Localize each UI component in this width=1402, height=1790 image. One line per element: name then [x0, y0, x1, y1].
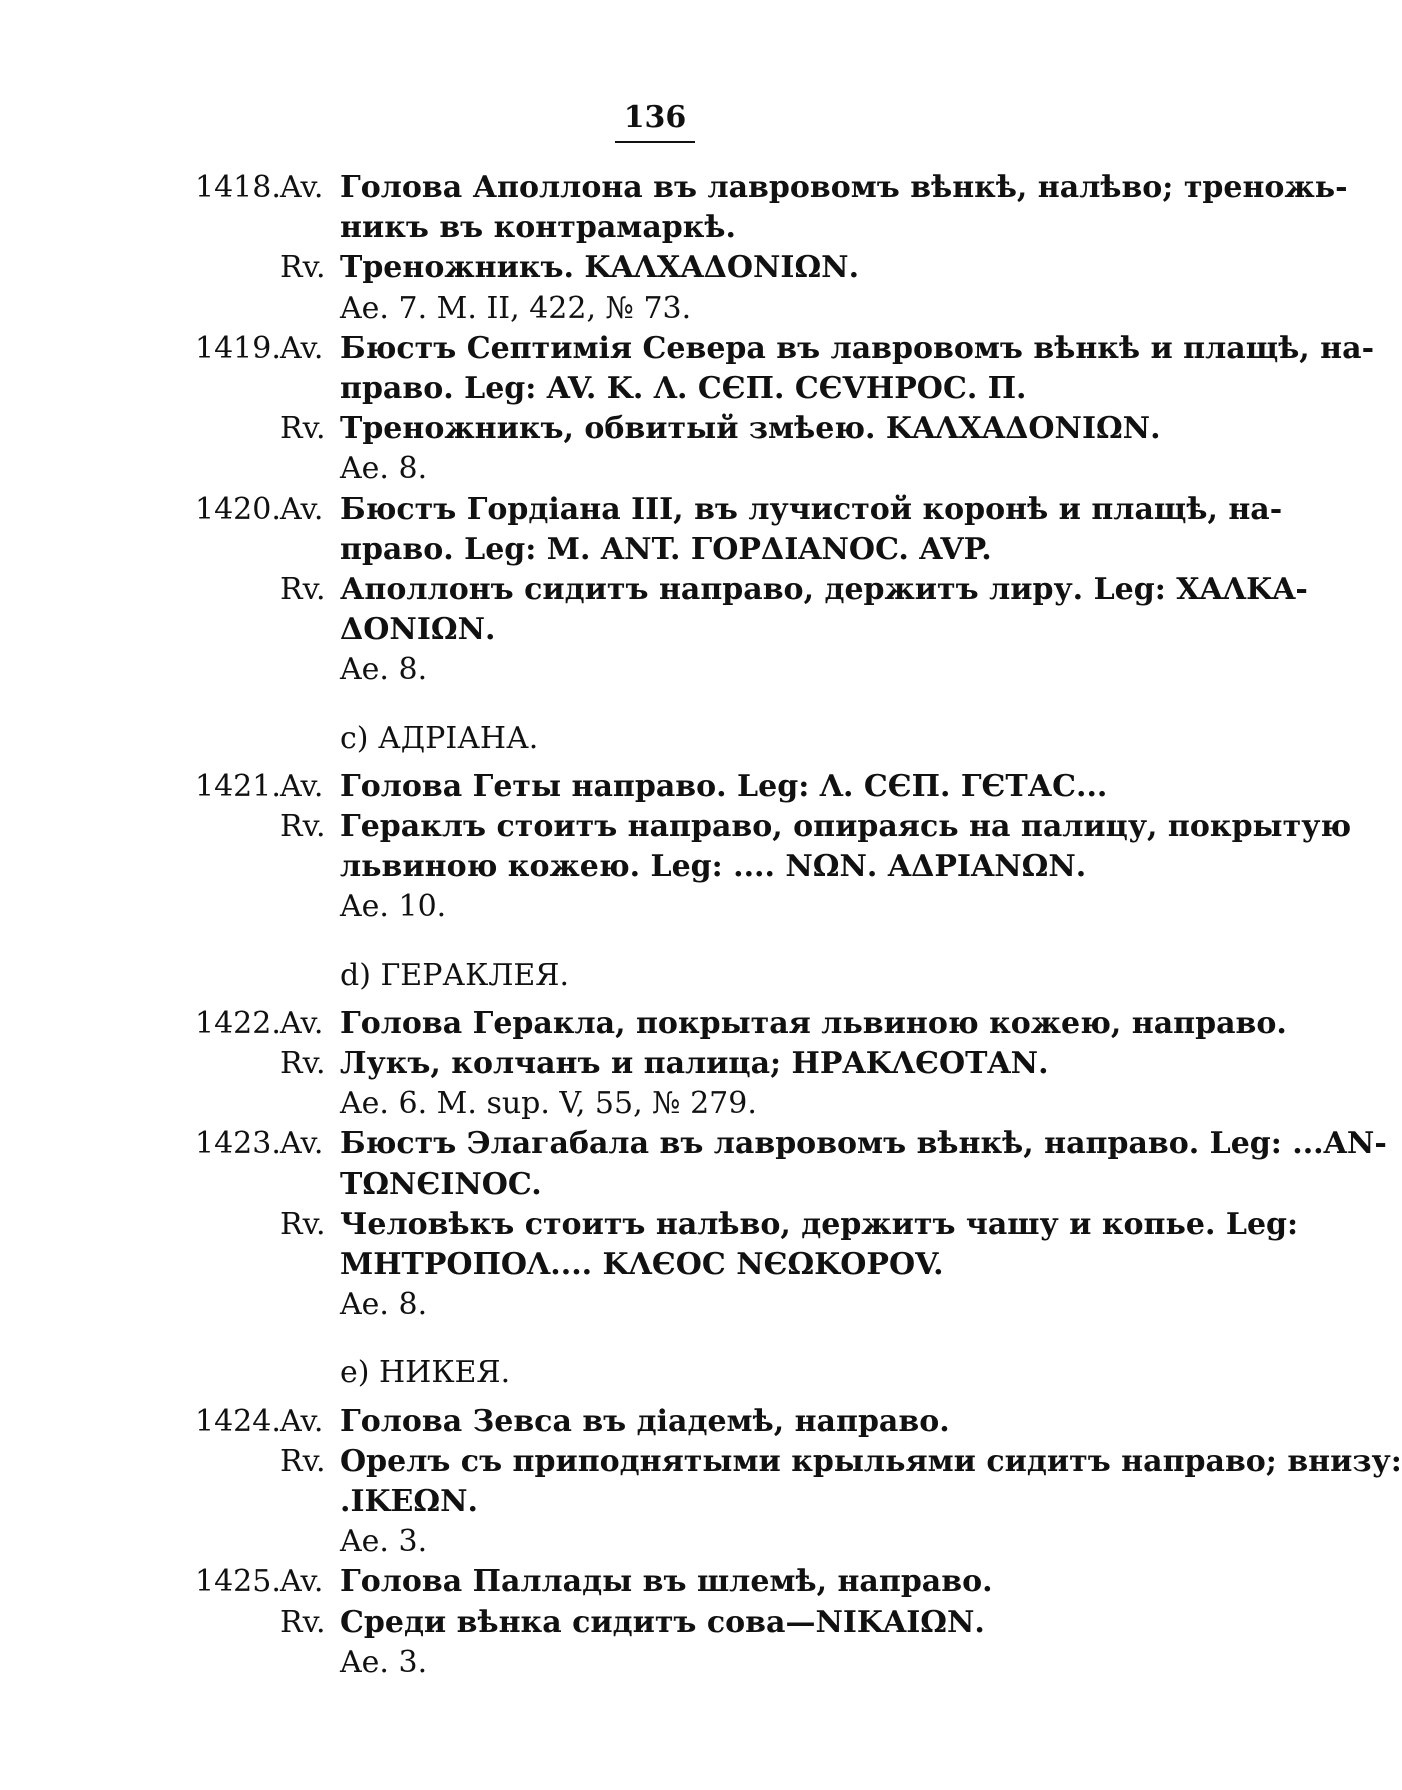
entry-number: 1424. [195, 1403, 281, 1439]
obverse-label: Av. [280, 1126, 324, 1162]
obverse-description: право. Leg: M. ANT. ΓΟΡΔΙΑΝΟC. AVP. [340, 531, 992, 567]
section-heading: d) ГЕРАКЛЕЯ. [340, 957, 570, 993]
page-number: 136 [615, 100, 695, 143]
entry-number: 1418. [195, 170, 281, 205]
metal-size-reference: Ae. 10. [340, 889, 447, 925]
obverse-label: Av. [280, 1403, 324, 1439]
metal-size-reference: Ae. 3. [340, 1524, 428, 1560]
obverse-label: Av. [280, 768, 324, 804]
entry-number: 1425. [195, 1564, 281, 1600]
obverse-description: Голова Зевса въ діадемѣ, направо. [340, 1403, 950, 1439]
obverse-description: Голова Аполлона въ лавровомъ вѣнкѣ, налѣво; треножь- [340, 170, 1348, 205]
reverse-label: Rv. [280, 1604, 326, 1640]
obverse-label: Av. [280, 491, 324, 527]
obverse-description: никъ въ контрамаркѣ. [340, 210, 736, 246]
reverse-description: Среди вѣнка сидитъ сова—ΝΙΚΑΙΩΝ. [340, 1604, 985, 1640]
entry-number: 1420. [195, 491, 281, 527]
obverse-label: Av. [280, 170, 324, 205]
reverse-label: Rv. [280, 572, 326, 607]
reverse-description: Человѣкъ стоитъ налѣво, держитъ чашу и копье. Leg: [340, 1206, 1299, 1242]
metal-size-reference: Ae. 3. [340, 1644, 428, 1680]
reverse-label: Rv. [280, 1046, 326, 1081]
reverse-description: Треножникъ, обвитый змѣею. ΚΑΛΧΑΔΟΝΙΩΝ. [340, 411, 1161, 447]
reverse-description: ΔΟΝΙΩΝ. [340, 612, 496, 648]
obverse-description: Бюстъ Элагабала въ лавровомъ вѣнкѣ, направо. Leg: ...AN- [340, 1126, 1387, 1162]
obverse-description: Бюстъ Гордіана III, въ лучистой коронѣ и плащѣ, на- [340, 491, 1283, 527]
entry-number: 1422. [195, 1005, 281, 1041]
reverse-label: Rv. [280, 809, 326, 844]
reverse-description: львиною кожею. Leg: .... ΝΩΝ. ΑΔΡΙΑΝΩΝ. [340, 849, 1087, 885]
obverse-label: Av. [280, 1564, 324, 1600]
obverse-label: Av. [280, 1005, 324, 1041]
obverse-description: Бюстъ Септимія Севера въ лавровомъ вѣнкѣ и плащѣ, на- [340, 330, 1375, 366]
reverse-label: Rv. [280, 411, 326, 447]
section-heading: e) НИКЕЯ. [340, 1355, 511, 1391]
obverse-description: Голова Паллады въ шлемѣ, направо. [340, 1564, 993, 1600]
entry-number: 1419. [195, 330, 281, 366]
reverse-description: Аполлонъ сидитъ направо, держитъ лиру. Leg: ΧΑΛΚΑ- [340, 572, 1308, 607]
obverse-description: Голова Геракла, покрытая львиною кожею, направо. [340, 1005, 1287, 1041]
obverse-description: право. Leg: AV. K. Λ. СЄП. СЄVΗΡΟС. П. [340, 371, 1027, 406]
reverse-description: .ΙΚΕΩΝ. [340, 1484, 478, 1519]
section-heading: c) АДРІАНА. [340, 720, 539, 756]
reverse-description: Гераклъ стоитъ направо, опираясь на палицу, покрытую [340, 809, 1352, 844]
reverse-description: Орелъ съ приподнятыми крыльями сидитъ направо; внизу: [340, 1443, 1402, 1479]
metal-size-reference: Ae. 6. M. sup. V, 55, № 279. [340, 1086, 757, 1122]
reverse-label: Rv. [280, 1206, 326, 1242]
metal-size-reference: Ae. 7. M. II, 422, № 73. [340, 290, 692, 326]
obverse-description: TΩNЄINOC. [340, 1166, 542, 1202]
reverse-description: ΜΗΤΡΟΠΟΛ.... ΚΛЄΟC ΝЄΩΚΟΡΟV. [340, 1247, 944, 1282]
metal-size-reference: Ae. 8. [340, 1287, 428, 1323]
reverse-description: Треножникъ. ΚΑΛΧΑΔΟΝΙΩΝ. [340, 250, 860, 286]
reverse-description: Лукъ, колчанъ и палица; ΗΡΑΚΛЄΟΤΑΝ. [340, 1046, 1049, 1081]
entry-number: 1421. [195, 768, 281, 804]
reverse-label: Rv. [280, 1443, 326, 1479]
obverse-description: Голова Геты направо. Leg: Λ. СЄП. ГЄТАС... [340, 768, 1108, 804]
metal-size-reference: Ae. 8. [340, 652, 428, 688]
reverse-label: Rv. [280, 250, 326, 286]
obverse-label: Av. [280, 330, 324, 366]
metal-size-reference: Ae. 8. [340, 451, 428, 487]
entry-number: 1423. [195, 1126, 281, 1162]
